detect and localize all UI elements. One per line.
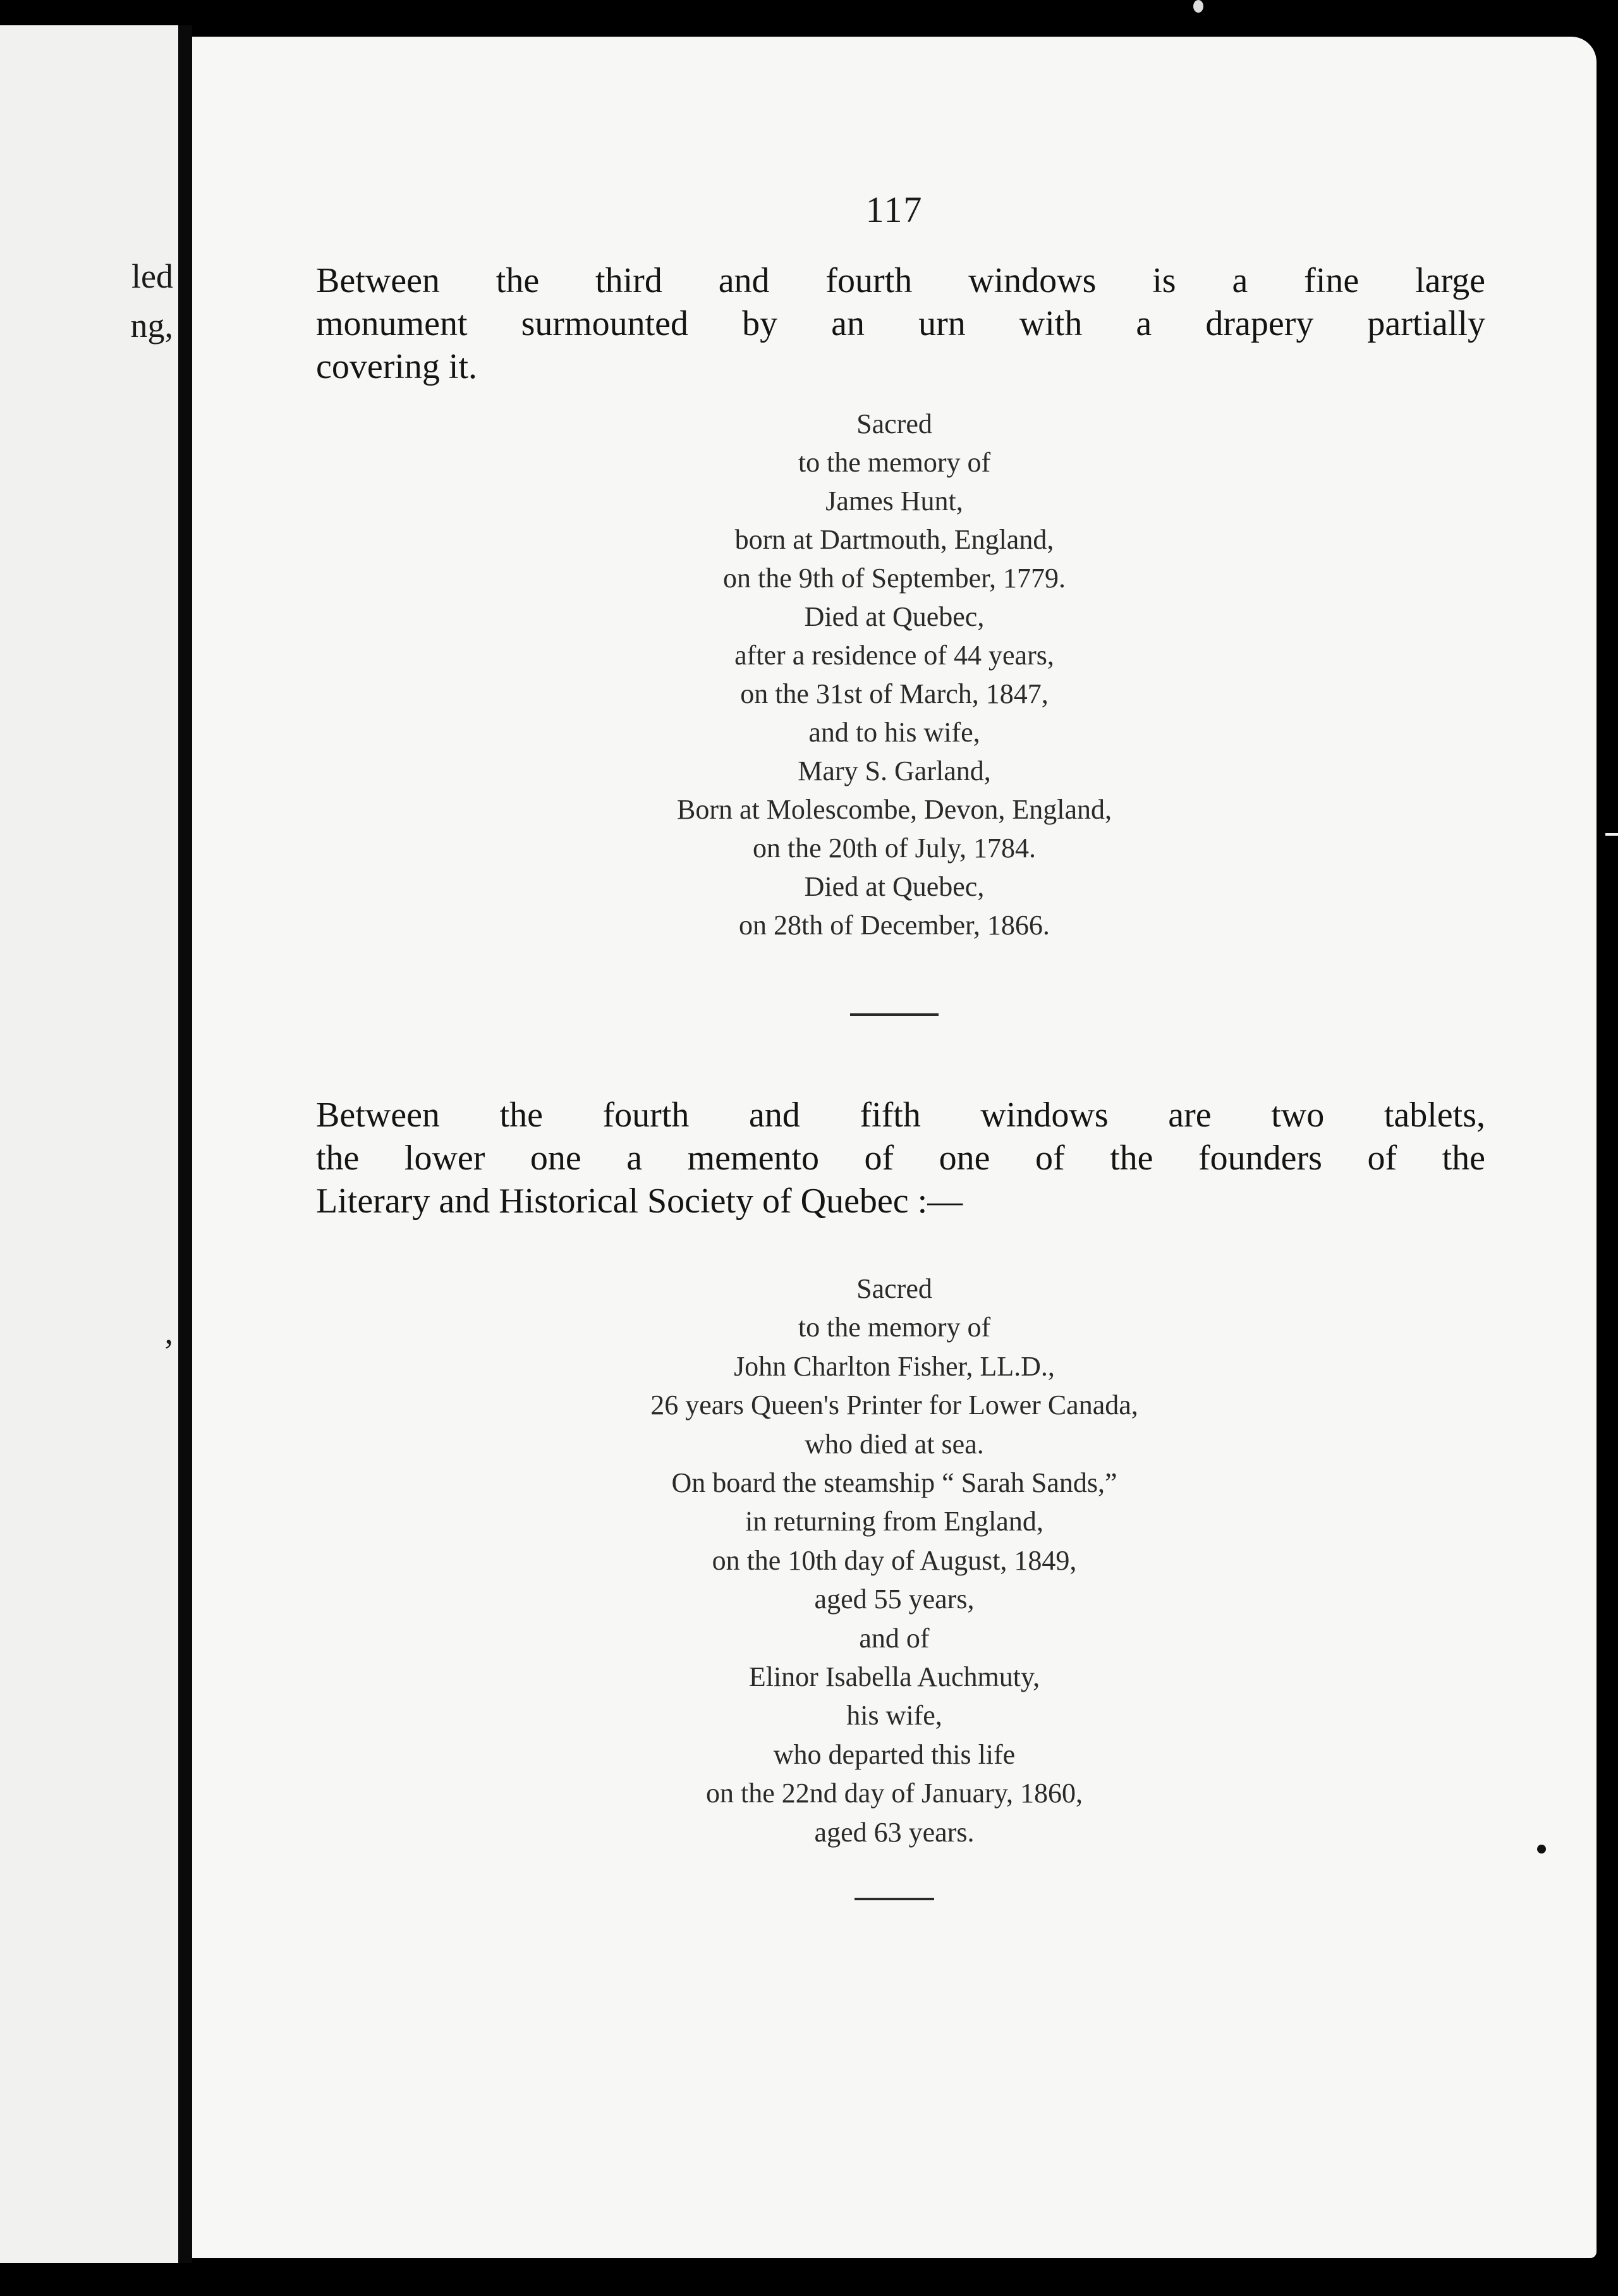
facing-page-fragment xyxy=(0,25,178,2263)
section-divider xyxy=(850,1013,939,1016)
epitaph-line: after a residence of 44 years, xyxy=(734,640,1054,671)
paragraph-fourth-fifth-windows xyxy=(316,1094,1485,1223)
scan-edge-mark xyxy=(1605,833,1618,836)
epitaph-line: on the 9th of September, 1779. xyxy=(722,563,1066,594)
paragraph-line: covering it. xyxy=(316,347,478,386)
epitaph-line: to the memory of xyxy=(798,1312,991,1343)
epitaph-line: aged 63 years. xyxy=(814,1816,975,1848)
epitaph-line: Died at Quebec, xyxy=(804,871,985,902)
epitaph-line: Elinor Isabella Auchmuty, xyxy=(748,1661,1040,1693)
epitaph-line: who died at sea. xyxy=(805,1428,984,1460)
paragraph-line: Between the third and fourth windows is a fine large xyxy=(316,261,1485,300)
paragraph-line: Between the fourth and fifth windows are two tablets, xyxy=(316,1096,1485,1135)
epitaph-line: on 28th of December, 1866. xyxy=(739,910,1050,941)
epitaph-line: on the 10th day of August, 1849, xyxy=(712,1544,1077,1576)
epitaph-line: Born at Molescombe, Devon, England, xyxy=(677,794,1112,825)
epitaph-line: aged 55 years, xyxy=(814,1584,975,1615)
epitaph-line: on the 20th of July, 1784. xyxy=(752,833,1037,864)
epitaph-line: to the memory of xyxy=(798,447,991,478)
facing-page-text: led xyxy=(131,257,173,295)
epitaph-line: and to his wife, xyxy=(808,717,980,748)
scan-edge-mark xyxy=(1193,0,1203,13)
paragraph-line: monument surmounted by an urn with a drapery partially xyxy=(316,304,1485,343)
epitaph-line: John Charlton Fisher, LL.D., xyxy=(734,1350,1055,1382)
epitaph-line: Mary S. Garland, xyxy=(798,755,991,786)
facing-page-text: , xyxy=(164,1313,173,1351)
facing-page-text: ng, xyxy=(130,307,173,345)
paragraph-third-fourth-windows xyxy=(316,259,1485,388)
epitaph-line: his wife, xyxy=(846,1700,942,1731)
epitaph-james-hunt xyxy=(192,405,1597,944)
epitaph-line: Sacred xyxy=(856,1273,932,1304)
epitaph-line: James Hunt, xyxy=(825,485,963,516)
book-gutter xyxy=(178,25,192,2263)
epitaph-line: and of xyxy=(859,1622,930,1654)
epitaph-line: on the 31st of March, 1847, xyxy=(740,678,1049,709)
page-number: 117 xyxy=(865,189,923,230)
paragraph-line: Literary and Historical Society of Quebec :— xyxy=(316,1182,963,1221)
epitaph-line: Died at Quebec, xyxy=(804,601,985,632)
section-divider xyxy=(855,1898,934,1900)
epitaph-line: who departed this life xyxy=(773,1738,1016,1770)
epitaph-line: in returning from England, xyxy=(745,1506,1043,1537)
epitaph-line: 26 years Queen's Printer for Lower Canada, xyxy=(650,1389,1138,1421)
paragraph-line: the lower one a memento of one of the founders of the xyxy=(316,1139,1485,1178)
epitaph-line: Sacred xyxy=(856,408,932,439)
book-page xyxy=(192,37,1597,2258)
epitaph-line: born at Dartmouth, England, xyxy=(734,524,1054,555)
ink-speck xyxy=(1537,1845,1546,1853)
epitaph-john-charlton-fisher xyxy=(192,1269,1597,1852)
epitaph-line: On board the steamship “ Sarah Sands,” xyxy=(671,1467,1117,1499)
epitaph-line: on the 22nd day of January, 1860, xyxy=(706,1778,1083,1809)
